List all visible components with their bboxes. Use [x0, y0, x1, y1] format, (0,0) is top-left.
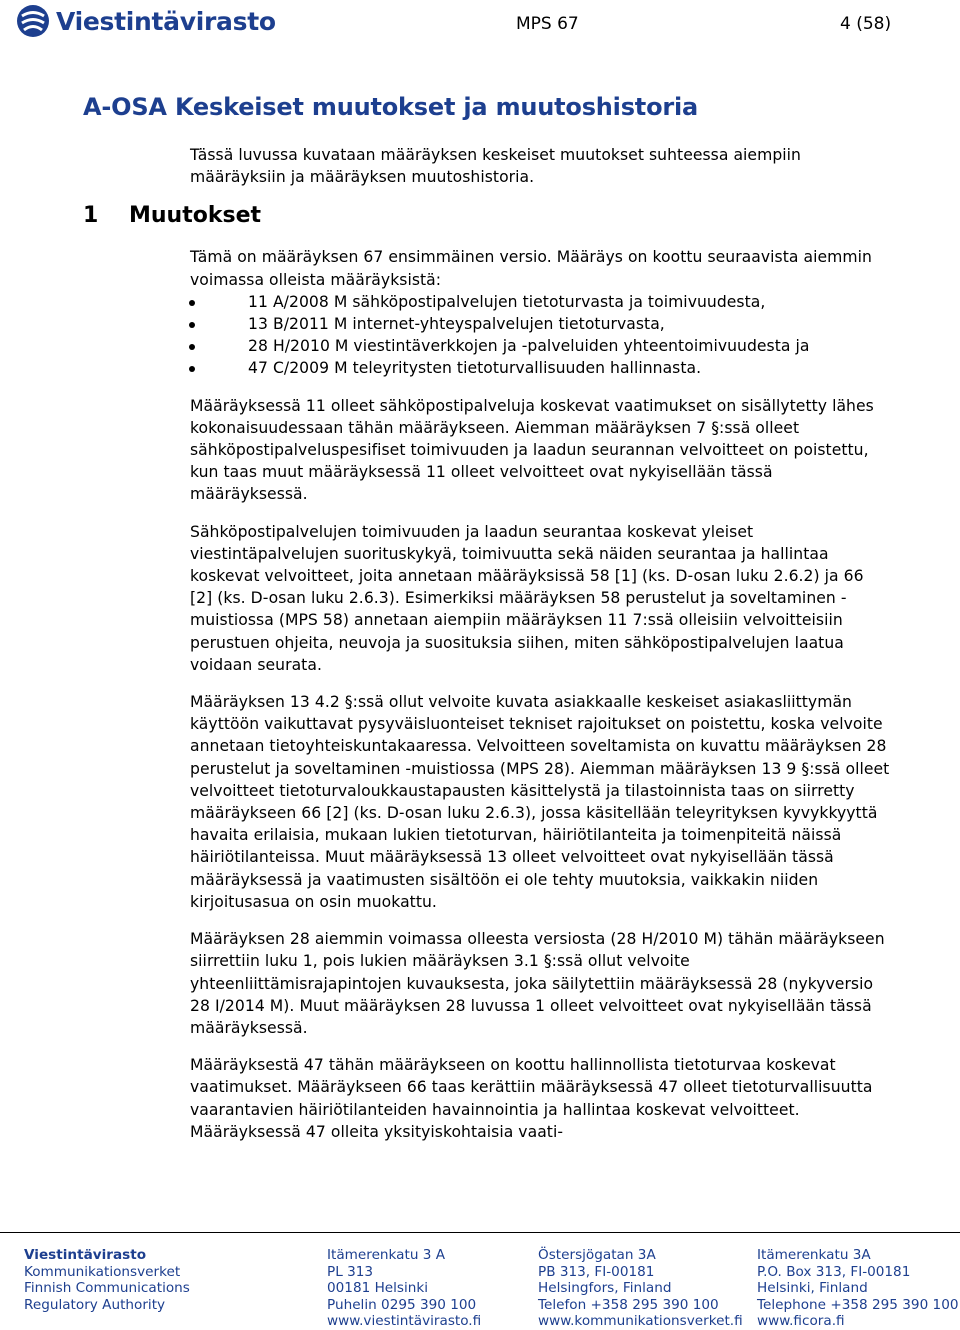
document-id: MPS 67 — [516, 14, 579, 34]
footer-text: PL 313 — [327, 1263, 374, 1280]
page-number: 4 (58) — [840, 14, 892, 34]
footer-column-swedish — [538, 1247, 743, 1330]
section-a-title: A-OSA Keskeiset muutokset ja muutoshistoria — [83, 93, 699, 121]
footer-text: Puhelin 0295 390 100 — [327, 1296, 477, 1313]
page-header — [0, 0, 960, 50]
footer-text: Telephone +358 295 390 100 — [757, 1296, 959, 1313]
logo — [16, 4, 276, 38]
footer-agency-name: Viestintävirasto — [24, 1247, 147, 1263]
footer-column-finnish — [327, 1247, 481, 1330]
footer-column-agency — [24, 1247, 190, 1313]
footer-text: Finnish Communications — [24, 1280, 190, 1296]
footer-text: Kommunikationsverket — [24, 1263, 181, 1280]
paragraph-2: Määräyksessä 11 olleet sähköpostipalveluja koskevat vaatimukset on sisällytetty lähes kokonaisuudessaan tähän määräykseen. Aiemman määräyksen 7 §:ssä olleet sähköpostipalveluspesifiset toimivuuden ja laadun seurannan velvoitteet on poistettu, kun taas muut määräyksessä 11 olleet velvoitteet ovat nykyisellään tässä määräyksessä. — [190, 396, 874, 504]
footer-text: Östersjögatan 3A — [538, 1247, 656, 1263]
footer-text: Itämerenkatu 3A — [757, 1247, 871, 1263]
footer-text: Helsinki, Finland — [757, 1280, 868, 1296]
footer-link[interactable]: www.kommunikationsverket.fi — [538, 1313, 743, 1329]
paragraph-6: Määräyksestä 47 tähän määräykseen on koottu hallinnollista tietoturvaa koskevat vaatimukset. Määräykseen 66 taas kerättiin määräyksessä 47 olleet tietoturvallisuutta vaarantavien häiriötilanteiden havainnointia ja hallintaa koskevat velvoitteet. Määräyksessä 47 olleita yksityiskohtaisia vaati- — [190, 1056, 873, 1141]
paragraph-5: Määräyksen 28 aiemmin voimassa olleesta versiosta (28 H/2010 M) tähän määräykseen siirrettiin luku 1, pois lukien määräyksen 3.1 §:ssä ollut velvoite yhteenliittämisrajapintojen kuvauksesta, joka säilytettiin määräyksessä 28 (nykyversio 28 I/2014 M). Muut määräyksen 28 luvussa 1 olleet velvoitteet ovat nykyisellään tässä määräyksessä. — [190, 930, 885, 1037]
footer-divider — [0, 1232, 960, 1233]
paragraph-4: Määräyksen 13 4.2 §:ssä ollut velvoite kuvata asiakkaalle keskeiset asiakasliittymän käyttöön vaikuttavat pysyväisluonteiset tekniset rajoitukset on poistettu, koska velvoite annetaan tietoyhteiskuntakaaressa. Velvoitteen soveltamista on kuvattu määräyksen 28 perustelut ja soveltaminen -muistiossa (MPS 28). Aiemman määräyksen 13 9 §:ssä olleet velvoitteet tietoturvaloukkaustapausten käsittelystä ja tilastoinnista taas on siirretty määräykseen 66 [2] (ks. D-osan luku 2.6.3), jossa käsitellään teleyrityksen kyvykkyyttä havaita erilaisia, mukaan lukien tietoturvan, häiriötilanteita ja toimenpiteitä näissä häiriötilanteissa. Muut määräyksessä 13 olleet velvoitteet ovat nykyisellään tässä määräyksessä ja vaatimusten sisältöön ei ole tehty muutoksia, vaikkakin niiden kirjoitusasua on osin muokattu. — [190, 693, 890, 911]
section-1-number: 1 — [83, 203, 99, 228]
footer-text: Telefon +358 295 390 100 — [538, 1296, 719, 1313]
paragraph-3: Sähköpostipalvelujen toimivuuden ja laadun seurantaa koskevat yleiset viestintäpalvelujen suorituskykyä, toimivuutta sekä näiden seurantaa ja hallintaa koskevat velvoitteet, joita annetaan määräyksissä 58 [1] (ks. D-osan luku 2.6.2) ja 66 [2] (ks. D-osan luku 2.6.3). Esimerkiksi määräyksen 58 perustelut ja soveltaminen -muistiossa (MPS 58) annetaan aiempiin määräyksen 11 7:ssä olleisiin velvoitteisiin perustuen ohjeita, neuvoja ja suosituksia siihen, miten sähköpostipalvelujen laatua voidaan seurata. — [190, 522, 864, 674]
footer-text: P.O. Box 313, FI-00181 — [757, 1263, 911, 1280]
paragraph-1: Tämä on määräyksen 67 ensimmäinen versio. Määräys on koottu seuraavista aiemmin voimassa olleista määräyksistä: — [190, 248, 872, 289]
logo-emblem-icon — [16, 4, 50, 38]
footer-link[interactable]: www.viestintävirasto.fi — [327, 1313, 482, 1329]
section-a-intro: Tässä luvussa kuvataan määräyksen keskeiset muutokset suhteessa aiempiin määräyksiin ja määräyksen muutoshistoria. — [190, 146, 801, 187]
footer-text: Helsingfors, Finland — [538, 1280, 672, 1296]
regulation-list — [188, 291, 890, 380]
footer-text: Itämerenkatu 3 A — [327, 1247, 446, 1263]
body-text — [190, 144, 890, 1143]
list-item: 11 A/2008 M sähköpostipalvelujen tietoturvasta ja toimivuudesta, — [188, 291, 890, 313]
list-item: 47 C/2009 M teleyritysten tietoturvallisuuden hallinnasta. — [188, 357, 890, 379]
footer-text: Regulatory Authority — [24, 1296, 166, 1313]
footer-link[interactable]: www.ficora.fi — [757, 1313, 845, 1329]
list-item: 28 H/2010 M viestintäverkkojen ja -palveluiden yhteentoimivuudesta ja — [188, 335, 890, 357]
footer-column-english — [757, 1247, 959, 1330]
footer-text: 00181 Helsinki — [327, 1280, 429, 1296]
list-item: 13 B/2011 M internet-yhteyspalvelujen tietoturvasta, — [188, 313, 890, 335]
section-1-title: Muutokset — [129, 203, 262, 228]
logo-text: Viestintävirasto — [56, 6, 276, 36]
footer-text: PB 313, FI-00181 — [538, 1263, 655, 1280]
